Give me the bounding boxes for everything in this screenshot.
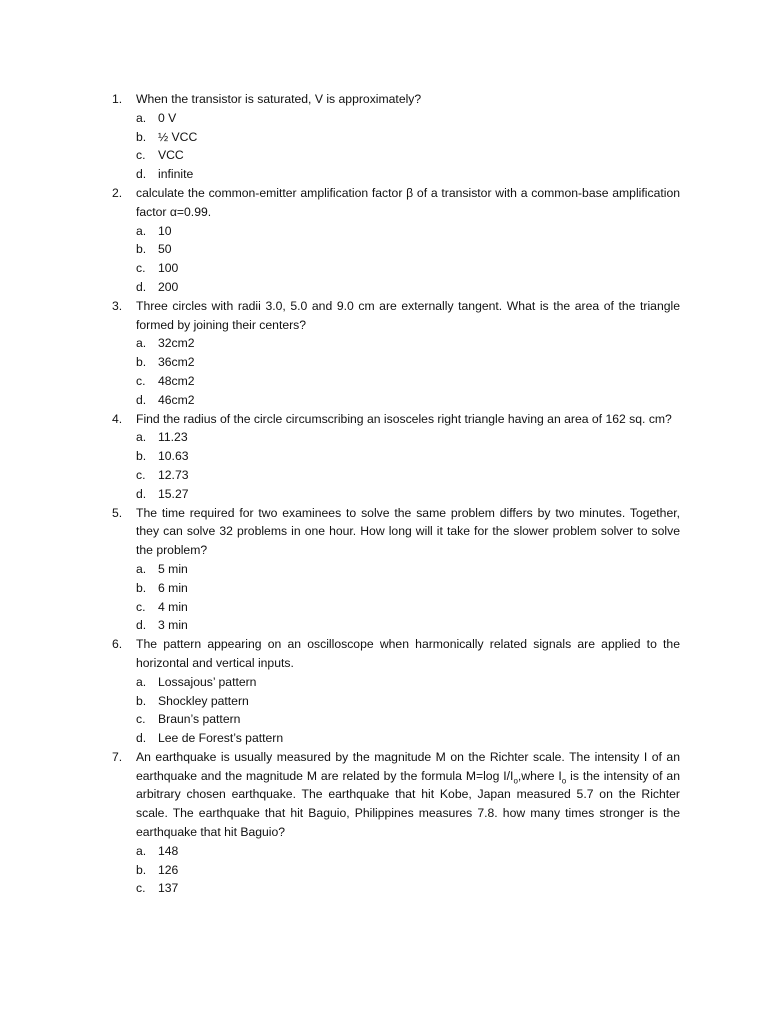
option-letter: d.	[136, 731, 147, 746]
answer-option	[136, 616, 680, 635]
option-letter: c.	[136, 712, 146, 727]
option-letter: b.	[136, 693, 147, 708]
option-text: 148	[158, 843, 179, 858]
question-number: 3.	[112, 298, 123, 313]
question-text-part: An earthquake is usually measured by the magnitude M on the Richter scale. The intensity I of an earthquake and the magnitude M are related by the formula M=log I/I	[136, 749, 680, 783]
option-text: 5 min	[158, 561, 188, 576]
option-letter: c.	[136, 148, 146, 163]
answer-option	[136, 391, 680, 410]
answer-option	[136, 128, 680, 147]
option-list	[136, 673, 680, 748]
option-letter: a.	[136, 674, 147, 689]
option-letter: d.	[136, 279, 147, 294]
option-letter: a.	[136, 336, 147, 351]
question-text: Three circles with radii 3.0, 5.0 and 9.0 cm are externally tangent. What is the area of the triangle formed by joining their centers?	[136, 298, 680, 332]
option-text: Shockley pattern	[158, 693, 249, 708]
option-list	[136, 428, 680, 503]
option-letter: b.	[136, 355, 147, 370]
option-letter: a.	[136, 110, 147, 125]
option-text: Lee de Forest’s pattern	[158, 731, 284, 746]
answer-option	[136, 466, 680, 485]
option-list	[136, 560, 680, 635]
answer-option	[136, 842, 680, 861]
answer-option	[136, 861, 680, 880]
option-letter: d.	[136, 167, 147, 182]
answer-option	[136, 729, 680, 748]
subscript-o: o	[513, 776, 518, 786]
question-text-part: ,where I	[517, 768, 562, 783]
question-item	[112, 90, 680, 184]
option-text: 0 V	[158, 110, 177, 125]
option-letter: a.	[136, 561, 147, 576]
answer-option	[136, 879, 680, 898]
option-list	[136, 334, 680, 409]
option-letter: a.	[136, 223, 147, 238]
answer-option	[136, 165, 680, 184]
option-text: 100	[158, 261, 179, 276]
option-letter: b.	[136, 242, 147, 257]
question-number: 6.	[112, 637, 123, 652]
answer-option	[136, 485, 680, 504]
option-text: 10.63	[158, 449, 189, 464]
option-letter: b.	[136, 862, 147, 877]
option-list	[136, 109, 680, 184]
option-letter: c.	[136, 467, 146, 482]
answer-option	[136, 673, 680, 692]
question-number: 4.	[112, 411, 123, 426]
answer-option	[136, 146, 680, 165]
question-item	[112, 410, 680, 504]
question-item	[112, 748, 680, 898]
option-text: 12.73	[158, 467, 189, 482]
answer-option	[136, 109, 680, 128]
question-number: 2.	[112, 185, 123, 200]
option-letter: c.	[136, 261, 146, 276]
option-text: 46cm2	[158, 392, 195, 407]
answer-option	[136, 428, 680, 447]
answer-option	[136, 447, 680, 466]
option-text: Braun’s pattern	[158, 712, 241, 727]
subscript-o: o	[561, 776, 567, 786]
question-item	[112, 297, 680, 410]
answer-option	[136, 579, 680, 598]
option-letter: c.	[136, 881, 146, 896]
question-item	[112, 635, 680, 748]
option-text: 126	[158, 862, 179, 877]
option-text: 10	[158, 223, 172, 238]
option-text: 48cm2	[158, 373, 195, 388]
option-text: 6 min	[158, 580, 188, 595]
option-letter: a.	[136, 843, 147, 858]
question-text: The pattern appearing on an oscilloscope when harmonically related signals are applied to the horizontal and vertical inputs.	[136, 637, 680, 670]
question-number: 5.	[112, 505, 123, 520]
question-text	[136, 748, 680, 842]
answer-option	[136, 372, 680, 391]
option-text: 36cm2	[158, 355, 195, 370]
option-letter: b.	[136, 129, 147, 144]
option-text: 15.27	[158, 486, 189, 501]
question-number: 7.	[112, 749, 123, 764]
option-text: 200	[158, 279, 179, 294]
question-item	[112, 504, 680, 636]
answer-option	[136, 222, 680, 241]
question-text: When the transistor is saturated, V is approximately?	[136, 92, 422, 106]
option-list	[136, 222, 680, 297]
option-text: 4 min	[158, 599, 188, 614]
answer-option	[136, 560, 680, 579]
option-text: 3 min	[158, 618, 188, 633]
option-text: VCC	[158, 148, 184, 163]
option-text: 11.23	[158, 430, 188, 445]
question-text: calculate the common-emitter amplification factor β of a transistor with a common-base amplification factor α=0.99.	[136, 185, 680, 219]
answer-option	[136, 692, 680, 711]
question-text: Find the radius of the circle circumscribing an isosceles right triangle having an area of 162 sq. cm?	[136, 411, 672, 426]
option-letter: b.	[136, 449, 147, 464]
option-list	[136, 842, 680, 898]
question-number: 1.	[112, 92, 123, 106]
option-text: Lossajous’ pattern	[158, 674, 257, 689]
option-letter: d.	[136, 486, 147, 501]
question-text-part: is the intensity of an arbitrary chosen earthquake. The earthquake that hit Kobe, Japan measured 5.7 on the Richter scale. The earthquake that hit Baguio, Philippines measures 7.8. how many times stronger is the earthquake that hit Baguio?	[136, 768, 680, 840]
option-text: ½ VCC	[158, 129, 198, 144]
option-text: 50	[158, 242, 172, 257]
option-letter: d.	[136, 392, 147, 407]
option-text: 32cm2	[158, 336, 195, 351]
option-text: 137	[158, 881, 179, 896]
question-item	[112, 184, 680, 297]
answer-option	[136, 259, 680, 278]
option-letter: d.	[136, 618, 147, 633]
option-letter: a.	[136, 430, 147, 445]
option-letter: b.	[136, 580, 147, 595]
answer-option	[136, 278, 680, 297]
option-text: infinite	[158, 167, 194, 182]
option-letter: c.	[136, 599, 146, 614]
answer-option	[136, 334, 680, 353]
option-letter: c.	[136, 373, 146, 388]
question-list	[112, 90, 680, 898]
answer-option	[136, 710, 680, 729]
answer-option	[136, 598, 680, 617]
question-text: The time required for two examinees to solve the same problem differs by two minutes. Together, they can solve 32 problems in one hour. How long will it take for the slower problem solver to solve the problem?	[136, 505, 680, 558]
answer-option	[136, 353, 680, 372]
answer-option	[136, 240, 680, 259]
